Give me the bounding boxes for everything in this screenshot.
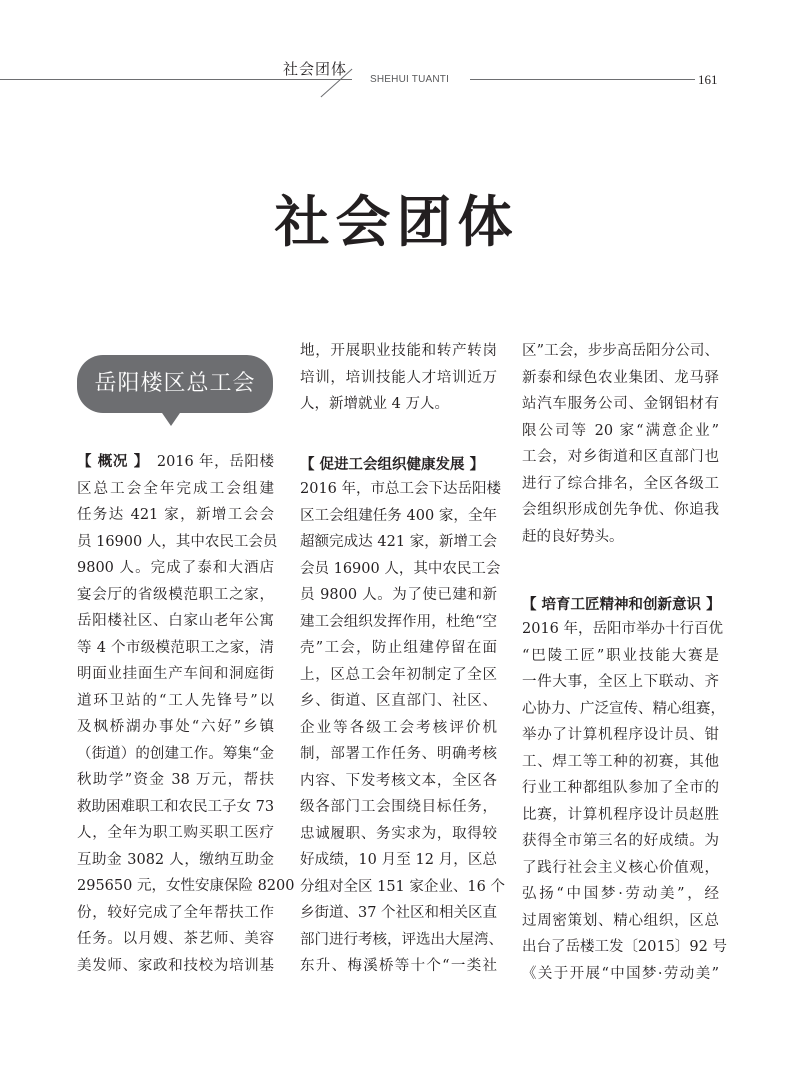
text-line: 超额完成达 421 家，新增工会 — [300, 534, 497, 550]
overview-first-line: 2016 年，岳阳楼 — [156, 454, 274, 470]
text-line: 及枫桥湖办事处“六好”乡镇 — [77, 719, 274, 735]
text-line: 企业等各级工会考核评价机 — [300, 719, 497, 736]
text-line: 新泰和绿色农业集团、龙马驿 — [522, 369, 719, 386]
text-line: 壳”工会，防止组建停留在面 — [300, 640, 497, 656]
text-line: 地，开展职业技能和转产转岗 — [300, 343, 497, 359]
text-line: 道环卫站的“工人先锋号”以 — [77, 692, 274, 709]
text-line: 出台了岳楼工发〔2015〕92 号 — [522, 939, 727, 955]
text-line: 乡、街道、区直部门、社区、 — [300, 693, 497, 709]
text-line: 明面业挂面生产车间和洞庭街 — [77, 666, 274, 682]
text-line: 工、焊工等工种的初赛，其他 — [522, 753, 719, 770]
text-line: 忠诚履职、务实求为，取得较 — [300, 825, 497, 842]
text-line: 救助困难职工和农民工子女 73 — [77, 798, 275, 815]
text-line: 比赛，计算机程序设计员赵胜 — [522, 806, 719, 823]
text-line: 级各部门工会围绕目标任务， — [300, 799, 497, 815]
header-rule-left — [0, 79, 352, 80]
column-1-text — [77, 449, 295, 979]
text-line: 区”工会，步步高岳阳分公司、 — [522, 343, 719, 359]
text-line: 岳阳楼社区、白家山老年公寓 — [77, 613, 274, 629]
header-rule-right — [470, 79, 695, 80]
text-line: 任务。以月嫂、茶艺师、美容 — [77, 931, 274, 947]
text-line: 《关于开展“中国梦·劳动美” — [522, 965, 719, 982]
text-line: 行业工种都组队参加了全市的 — [522, 780, 719, 796]
text-line: 美发师、家政和技校为培训基 — [77, 957, 274, 974]
section-heading-craftsman-spirit: 【 培育工匠精神和创新意识 】 — [522, 597, 721, 613]
text-line: 9800 人。完成了泰和大酒店 — [77, 560, 274, 576]
text-line: 295650 元，女性安康保险 8200 — [77, 878, 295, 894]
text-line: 部门进行考核，评选出大屋湾、 — [300, 931, 503, 948]
text-line: 员 16900 人，其中农民工会员 — [77, 533, 278, 550]
text-line: 内容、下发考核文本，全区各 — [300, 772, 497, 789]
text-line: 宴会厅的省级模范职工之家， — [77, 586, 274, 603]
text-line: 会组织形成创先争优、你追我 — [522, 502, 719, 518]
section-title: 岳阳楼区总工会 — [94, 371, 256, 396]
text-line: 获得全市第三名的好成绩。为 — [522, 833, 719, 849]
text-line: 区总工会全年完成工会组建 — [77, 480, 274, 497]
column-3-text — [522, 616, 727, 987]
chapter-title: 社会团体 — [274, 189, 519, 254]
text-line: 站汽车服务公司、金钢铝材有 — [522, 396, 719, 412]
overview-heading: 【 概况 】 — [77, 454, 149, 470]
text-line: 举办了计算机程序设计员、钳 — [522, 727, 719, 743]
text-line: 制，部署工作任务、明确考核 — [300, 746, 497, 762]
text-line: 赶的良好势头。 — [522, 528, 624, 545]
text-line: 工会，对乡街道和区直部门也 — [522, 449, 719, 465]
page-number: 161 — [698, 72, 718, 87]
text-line: 人，全年为职工购买职工医疗 — [77, 825, 274, 841]
text-line: 了践行社会主义核心价值观， — [522, 859, 719, 876]
text-line: 等 4 个市级模范职工之家，清 — [77, 639, 274, 656]
text-line: 员 9800 人。为了使已建和新 — [300, 587, 497, 603]
text-line: 好成绩，10 月至 12 月，区总 — [300, 852, 497, 868]
text-line: 心协力、广泛宣传、精心组赛， — [522, 700, 725, 717]
text-line: 过周密策划、精心组织，区总 — [522, 912, 719, 929]
text-line: 会员 16900 人，其中农民工会 — [300, 560, 501, 577]
column-2-continuation — [300, 338, 497, 418]
text-line: “巴陵工匠”职业技能大赛是 — [522, 647, 719, 664]
text-line: 弘扬“中国梦·劳动美”，经 — [522, 886, 719, 902]
text-line: 任务达 421 家，新增工会会 — [77, 507, 274, 523]
text-line: 一件大事，全区上下联动、齐 — [522, 674, 719, 690]
running-header-pinyin: SHEHUI TUANTI — [370, 74, 450, 85]
text-line: 2016 年，岳阳市举办十行百优 — [522, 621, 724, 637]
text-line: 建工会组织发挥作用，杜绝“空 — [300, 613, 497, 630]
running-header-title: 社会团体 — [283, 60, 348, 78]
text-line: 东升、梅溪桥等十个“一类社 — [300, 958, 497, 974]
text-line: 份，较好完成了全年帮扶工作 — [77, 904, 274, 921]
text-line: 进行了综合排名，全区各级工 — [522, 475, 719, 492]
text-line: 互助金 3082 人，缴纳互助金 — [77, 851, 274, 868]
text-line: 秋助学”资金 38 万元，帮扶 — [77, 772, 274, 788]
text-line: 乡街道、37 个社区和相关区直 — [300, 905, 498, 921]
text-line: 分组对全区 151 家企业、16 个 — [300, 878, 505, 895]
text-line: 上，区总工会年初制定了全区 — [300, 666, 497, 683]
text-line: 培训，培训技能人才培训近万 — [300, 369, 497, 386]
text-line: （街道）的创建工作。筹集“金 — [77, 745, 274, 762]
text-line: 限公司等 20 家“满意企业” — [522, 422, 719, 439]
column-1-first-line — [77, 449, 274, 476]
section-heading-union-development: 【 促进工会组织健康发展 】 — [300, 457, 485, 473]
text-line: 人，新增就业 4 万人。 — [300, 396, 449, 412]
column-3-continuation — [522, 338, 719, 550]
text-line: 2016 年，市总工会下达岳阳楼 — [300, 481, 502, 497]
text-line: 区工会组建任务 400 家，全年 — [300, 507, 497, 524]
column-2-text — [300, 476, 505, 980]
